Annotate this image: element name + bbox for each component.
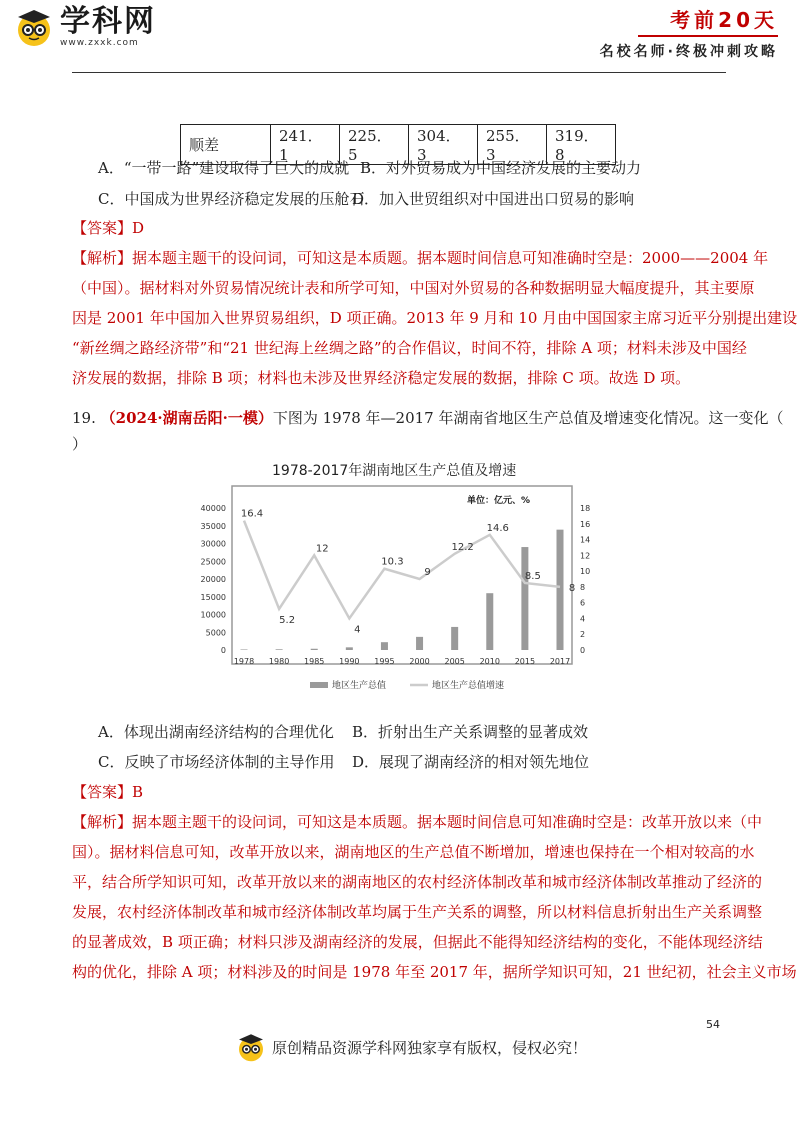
q18-analysis-line: （中国）。据材料对外贸易情况统计表和所学可知，中国对外贸易的各种数据明显大幅度提升，其主要原 bbox=[72, 279, 755, 297]
left-tick-label: 20000 bbox=[200, 575, 226, 584]
q19-stem-cont: ） bbox=[72, 435, 88, 453]
gdp-chart bbox=[192, 478, 612, 698]
q18-option-b: B．对外贸易成为中国经济发展的主要动力 bbox=[360, 159, 642, 177]
left-tick-label: 5000 bbox=[205, 628, 226, 638]
q19-option-d: D．展现了湖南经济的相对领先地位 bbox=[352, 753, 590, 771]
x-tick-label: 1995 bbox=[374, 657, 395, 666]
left-tick-label: 40000 bbox=[200, 504, 226, 513]
q18-option-a: A．“一带一路”建设取得了巨大的成就 bbox=[98, 159, 350, 177]
q18-analysis-line: “新丝绸之路经济带”和“21 世纪海上丝绸之路”的合作倡议，时间不符，排除 A 项；材料未涉及中国经 bbox=[72, 339, 747, 357]
slogan bbox=[600, 4, 778, 61]
header-divider bbox=[72, 72, 726, 73]
right-tick-label: 2 bbox=[580, 630, 586, 640]
mascot-icon bbox=[236, 1032, 266, 1062]
slogan-bottom: 名校名师·终极冲刺攻略 bbox=[599, 44, 778, 60]
growth-data-label: 12 bbox=[315, 543, 329, 555]
left-tick-label: 35000 bbox=[200, 521, 226, 531]
left-tick-label: 10000 bbox=[200, 610, 226, 620]
mascot-icon bbox=[14, 7, 54, 47]
right-tick-label: 0 bbox=[580, 646, 586, 655]
x-tick-label: 2010 bbox=[479, 657, 500, 666]
q19-analysis-line: 构的优化，排除 A 项；材料涉及的时间是 1978 年至 2017 年，据所学知识可知，21 世纪初，社会主义市场 bbox=[72, 963, 797, 981]
chart-unit-note: 单位：亿元、% bbox=[466, 496, 530, 506]
bar-gdp bbox=[557, 530, 564, 650]
q18-answer: 【答案】D bbox=[72, 219, 145, 237]
logo bbox=[14, 6, 156, 48]
right-tick-label: 16 bbox=[580, 519, 591, 529]
q19-stem: 下图为 1978 年—2017 年湖南省地区生产总值及增速变化情况。这一变化（ bbox=[272, 409, 784, 427]
table-cell: 319．8 bbox=[547, 125, 616, 165]
left-tick-label: 15000 bbox=[200, 592, 226, 602]
chart-legend bbox=[310, 679, 504, 691]
q19-option-b: B．折射出生产关系调整的显著成效 bbox=[352, 723, 589, 741]
q19-analysis-line: 发展，农村经济体制改革和城市经济体制改革均属于生产关系的调整，所以材料信息折射出生产关系调整 bbox=[72, 903, 763, 921]
legend-swatch-gdp bbox=[310, 682, 328, 688]
growth-data-label: 9 bbox=[424, 567, 431, 578]
q19-analysis-line: 平，结合所学知识可知，改革开放以来的湖南地区的农村经济体制改革和城市经济体制改革推动了经济的 bbox=[72, 873, 763, 891]
right-tick-label: 14 bbox=[580, 535, 591, 545]
table-cell: 225．5 bbox=[340, 125, 409, 165]
right-tick-label: 12 bbox=[580, 551, 591, 561]
legend-label-growth: 地区生产总值增速 bbox=[432, 681, 505, 691]
bar-gdp bbox=[241, 649, 248, 650]
slogan-top: 考前20天 bbox=[670, 8, 778, 32]
right-tick-label: 6 bbox=[580, 598, 586, 608]
left-tick-label: 25000 bbox=[200, 557, 226, 567]
bar-gdp bbox=[521, 547, 528, 650]
x-tick-label: 1978 bbox=[233, 657, 255, 666]
footer-copyright: 原创精品资源学科网独家享有版权，侵权必究！ bbox=[272, 1038, 588, 1057]
q18-analysis-line: 济发展的数据，排除 B 项；材料也未涉及世界经济稳定发展的数据，排除 C 项。故选 D 项。 bbox=[72, 369, 691, 387]
right-tick-label: 8 bbox=[580, 582, 586, 592]
table-cell: 241．1 bbox=[271, 125, 340, 165]
right-tick-label: 4 bbox=[580, 614, 586, 624]
left-tick-label: 30000 bbox=[200, 539, 226, 549]
page-header bbox=[0, 0, 800, 75]
growth-data-label: 4 bbox=[354, 624, 361, 636]
right-tick-label: 18 bbox=[580, 504, 591, 513]
bar-gdp bbox=[416, 637, 423, 650]
q18-analysis-line: 【解析】据本题主题干的设问词，可知这是本质题。据本题时间信息可知准确时空是：2000——2004 年 bbox=[72, 249, 769, 267]
page-number: 54 bbox=[706, 1018, 720, 1031]
legend-label-gdp: 地区生产总值 bbox=[332, 681, 387, 691]
q19-option-a: A．体现出湖南经济结构的合理优化 bbox=[98, 723, 334, 741]
chart-title: 1978-2017年湖南地区生产总值及增速 bbox=[272, 463, 517, 479]
growth-data-label: 5.2 bbox=[279, 614, 296, 626]
q19-analysis-line: 国）。据材料信息可知，改革开放以来，湖南地区的生产总值不断增加，增速也保持在一个相对较高的水 bbox=[72, 843, 755, 861]
page-footer bbox=[236, 1032, 587, 1062]
bar-gdp bbox=[311, 649, 318, 650]
x-tick-label: 2017 bbox=[549, 657, 571, 666]
x-tick-label: 1980 bbox=[268, 657, 290, 666]
x-tick-label: 1985 bbox=[304, 657, 325, 666]
left-tick-label: 0 bbox=[220, 646, 226, 655]
x-tick-label: 1990 bbox=[339, 657, 360, 666]
logo-url: www.zxxk.com bbox=[60, 38, 139, 48]
right-tick-label: 10 bbox=[580, 567, 591, 577]
x-tick-label: 2000 bbox=[409, 657, 430, 666]
slogan-divider bbox=[638, 35, 778, 37]
q19-source: （2024·湖南岳阳·一模） bbox=[100, 409, 273, 427]
q19-analysis-line: 的显著成效，B 项正确；材料只涉及湖南经济的发展，但据此不能得知经济结构的变化，不能体现经济结 bbox=[72, 933, 763, 951]
growth-data-label: 16.4 bbox=[240, 508, 264, 520]
growth-data-label: 10.3 bbox=[381, 556, 404, 568]
table-row-label: 顺差 bbox=[181, 125, 271, 165]
q19-analysis-line: 【解析】据本题主题干的设问词，可知这是本质题。据本题时间信息可知准确时空是：改革开放以来（中 bbox=[72, 813, 763, 831]
table-cell: 304．3 bbox=[409, 125, 478, 165]
bar-gdp bbox=[451, 627, 458, 650]
logo-title: 学科网 bbox=[60, 4, 156, 39]
growth-data-label: 8 bbox=[568, 582, 576, 594]
q19-stem-line bbox=[72, 408, 784, 428]
bar-gdp bbox=[276, 649, 283, 650]
bar-gdp bbox=[346, 647, 353, 650]
growth-data-label: 14.6 bbox=[486, 522, 509, 534]
q19-option-c: C．反映了市场经济体制的主导作用 bbox=[98, 753, 335, 771]
x-tick-label: 2015 bbox=[514, 657, 536, 666]
q19-number: 19. bbox=[72, 409, 96, 427]
bar-gdp bbox=[381, 642, 388, 650]
bar-gdp bbox=[486, 593, 493, 650]
growth-data-label: 12.2 bbox=[451, 541, 474, 553]
growth-data-label: 8.5 bbox=[524, 570, 541, 582]
q18-option-c: C．中国成为世界经济稳定发展的压舱石 bbox=[98, 190, 365, 208]
q19-answer: 【答案】B bbox=[72, 783, 144, 801]
q18-analysis-line: 因是 2001 年中国加入世界贸易组织，D 项正确。2013 年 9 月和 10 月由中国国家主席习近平分别提出建设 bbox=[72, 309, 798, 327]
x-tick-label: 2005 bbox=[444, 657, 465, 666]
q18-option-d: D．加入世贸组织对中国进出口贸易的影响 bbox=[352, 190, 635, 208]
table-cell: 255．3 bbox=[478, 125, 547, 165]
